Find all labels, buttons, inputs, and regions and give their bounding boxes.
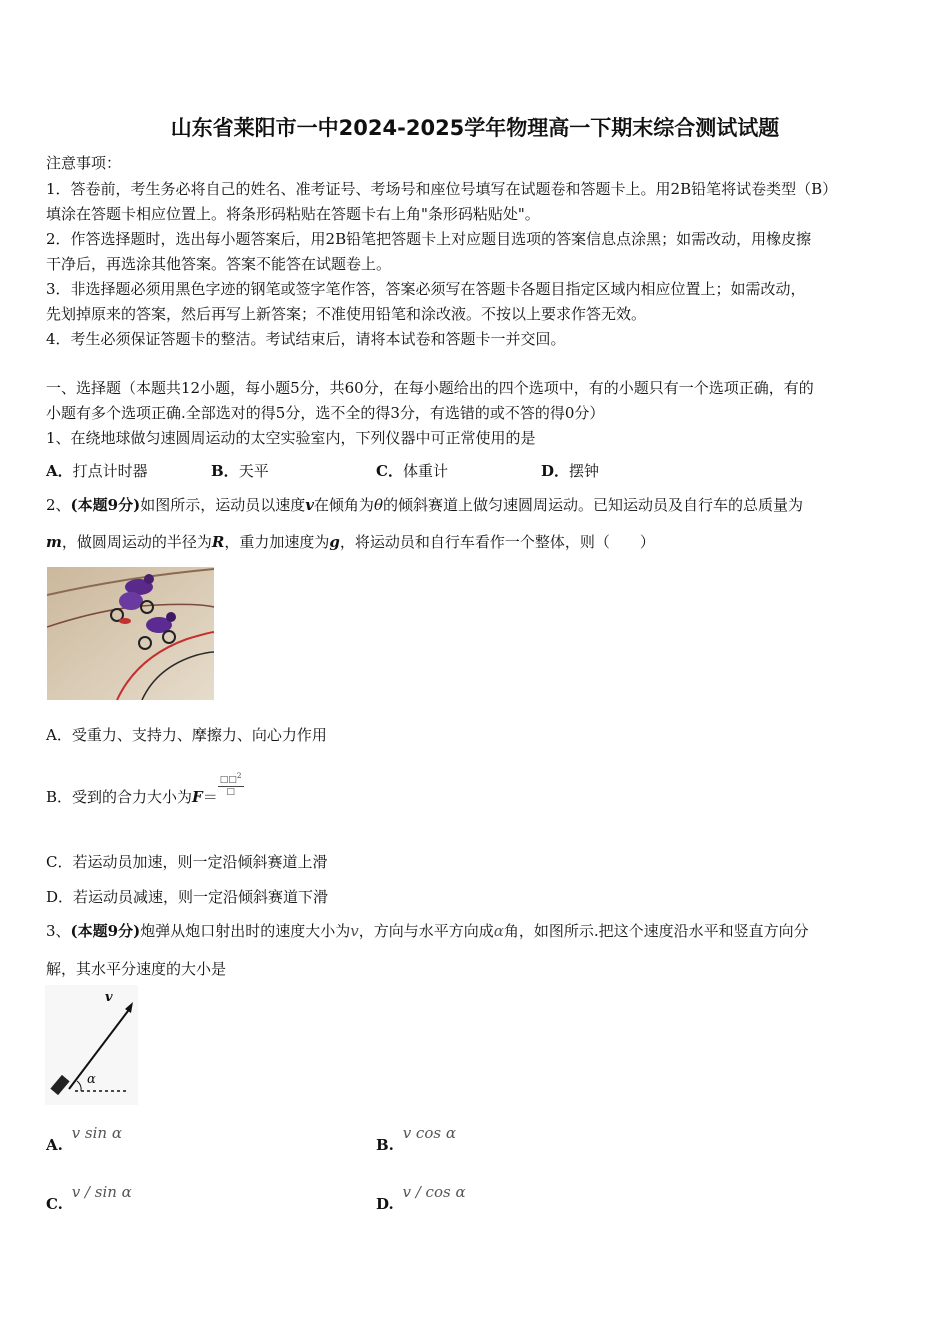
q1-option-a[interactable]: A．打点计时器: [46, 462, 148, 480]
q2-option-a[interactable]: A．受重力、支持力、摩擦力、向心力作用: [46, 726, 327, 744]
q2-option-b-fraction: $\frac{□□^2}{□}$: [219, 771, 242, 797]
notice-line: 先划掉原来的答案，然后再写上新答案；不准使用铅笔和涂改液。不按以上要求作答无效。: [46, 305, 647, 323]
q1-option-d[interactable]: D．摆钟: [541, 462, 600, 480]
velocity-label: v: [105, 990, 113, 1005]
notice-line: 干净后，再选涂其他答案。答案不能答在试题卷上。: [46, 255, 392, 273]
page-title: 山东省莱阳市一中2024-2025学年物理高一下期末综合测试试题: [170, 116, 780, 140]
notice-heading: 注意事项：: [46, 154, 122, 172]
q3-option-a[interactable]: A. v sin α: [46, 1124, 122, 1154]
q3-option-d[interactable]: D. v / cos α: [376, 1183, 466, 1213]
q3-option-c[interactable]: C. v / sin α: [46, 1183, 132, 1213]
q1-option-c[interactable]: C．体重计: [376, 462, 448, 480]
notice-line: 4．考生必须保证答题卡的整洁。考试结束后，请将本试卷和答题卡一并交回。: [46, 330, 566, 348]
section-header-line: 一、选择题（本题共12小题，每小题5分，共60分，在每小题给出的四个选项中，有的小题只有一个选项正确，有的: [46, 379, 814, 397]
notice-line: 3．非选择题必须用黑色字迹的钢笔或签字笔作答，答案必须写在答题卡各题目指定区域内相应位置上；如需改动，: [46, 280, 806, 298]
notice-line: 2．作答选择题时，选出每小题答案后，用2B铅笔把答题卡上对应题目选项的答案信息点涂黑；如需改动，用橡皮擦: [46, 230, 812, 248]
q1-option-b[interactable]: B．天平: [211, 462, 269, 480]
notice-line: 1．答卷前，考生务必将自己的姓名、准考证号、考场号和座位号填写在试题卷和答题卡上。用2B铅笔将试卷类型（B）: [46, 180, 838, 198]
cannon-velocity-diagram: [45, 985, 138, 1105]
q3-stem-line2: 解，其水平分速度的大小是: [46, 960, 227, 978]
q2-option-d[interactable]: D．若运动员减速，则一定沿倾斜赛道下滑: [46, 888, 329, 906]
q1-stem: 1、在绕地球做匀速圆周运动的太空实验室内，下列仪器中可正常使用的是: [46, 429, 536, 447]
q2-option-c[interactable]: C．若运动员加速，则一定沿倾斜赛道上滑: [46, 853, 328, 871]
notice-line: 填涂在答题卡相应位置上。将条形码粘贴在答题卡右上角"条形码粘贴处"。: [46, 205, 540, 223]
cycling-track-photo: [47, 567, 214, 700]
q2-option-b[interactable]: B．受到的合力大小为F＝ $\frac{□□^2}{□}$: [46, 771, 242, 806]
section-header-line: 小题有多个选项正确.全部选对的得5分，选不全的得3分，有选错的或不答的得0分）: [46, 404, 605, 422]
q3-stem-line1: 3、(本题9分)炮弹从炮口射出时的速度大小为v，方向与水平方向成α角，如图所示.把这个速度沿水平和竖直方向分: [46, 922, 809, 940]
q3-option-b[interactable]: B. v cos α: [376, 1124, 456, 1154]
angle-label: α: [87, 1072, 96, 1087]
q2-stem-line1: 2、(本题9分)如图所示，运动员以速度v在倾角为θ的倾斜赛道上做匀速圆周运动。已知运动员及自行车的总质量为: [46, 496, 803, 514]
q2-stem-line2: m，做圆周运动的半径为R，重力加速度为g，将运动员和自行车看作一个整体，则（ ）: [46, 533, 655, 551]
